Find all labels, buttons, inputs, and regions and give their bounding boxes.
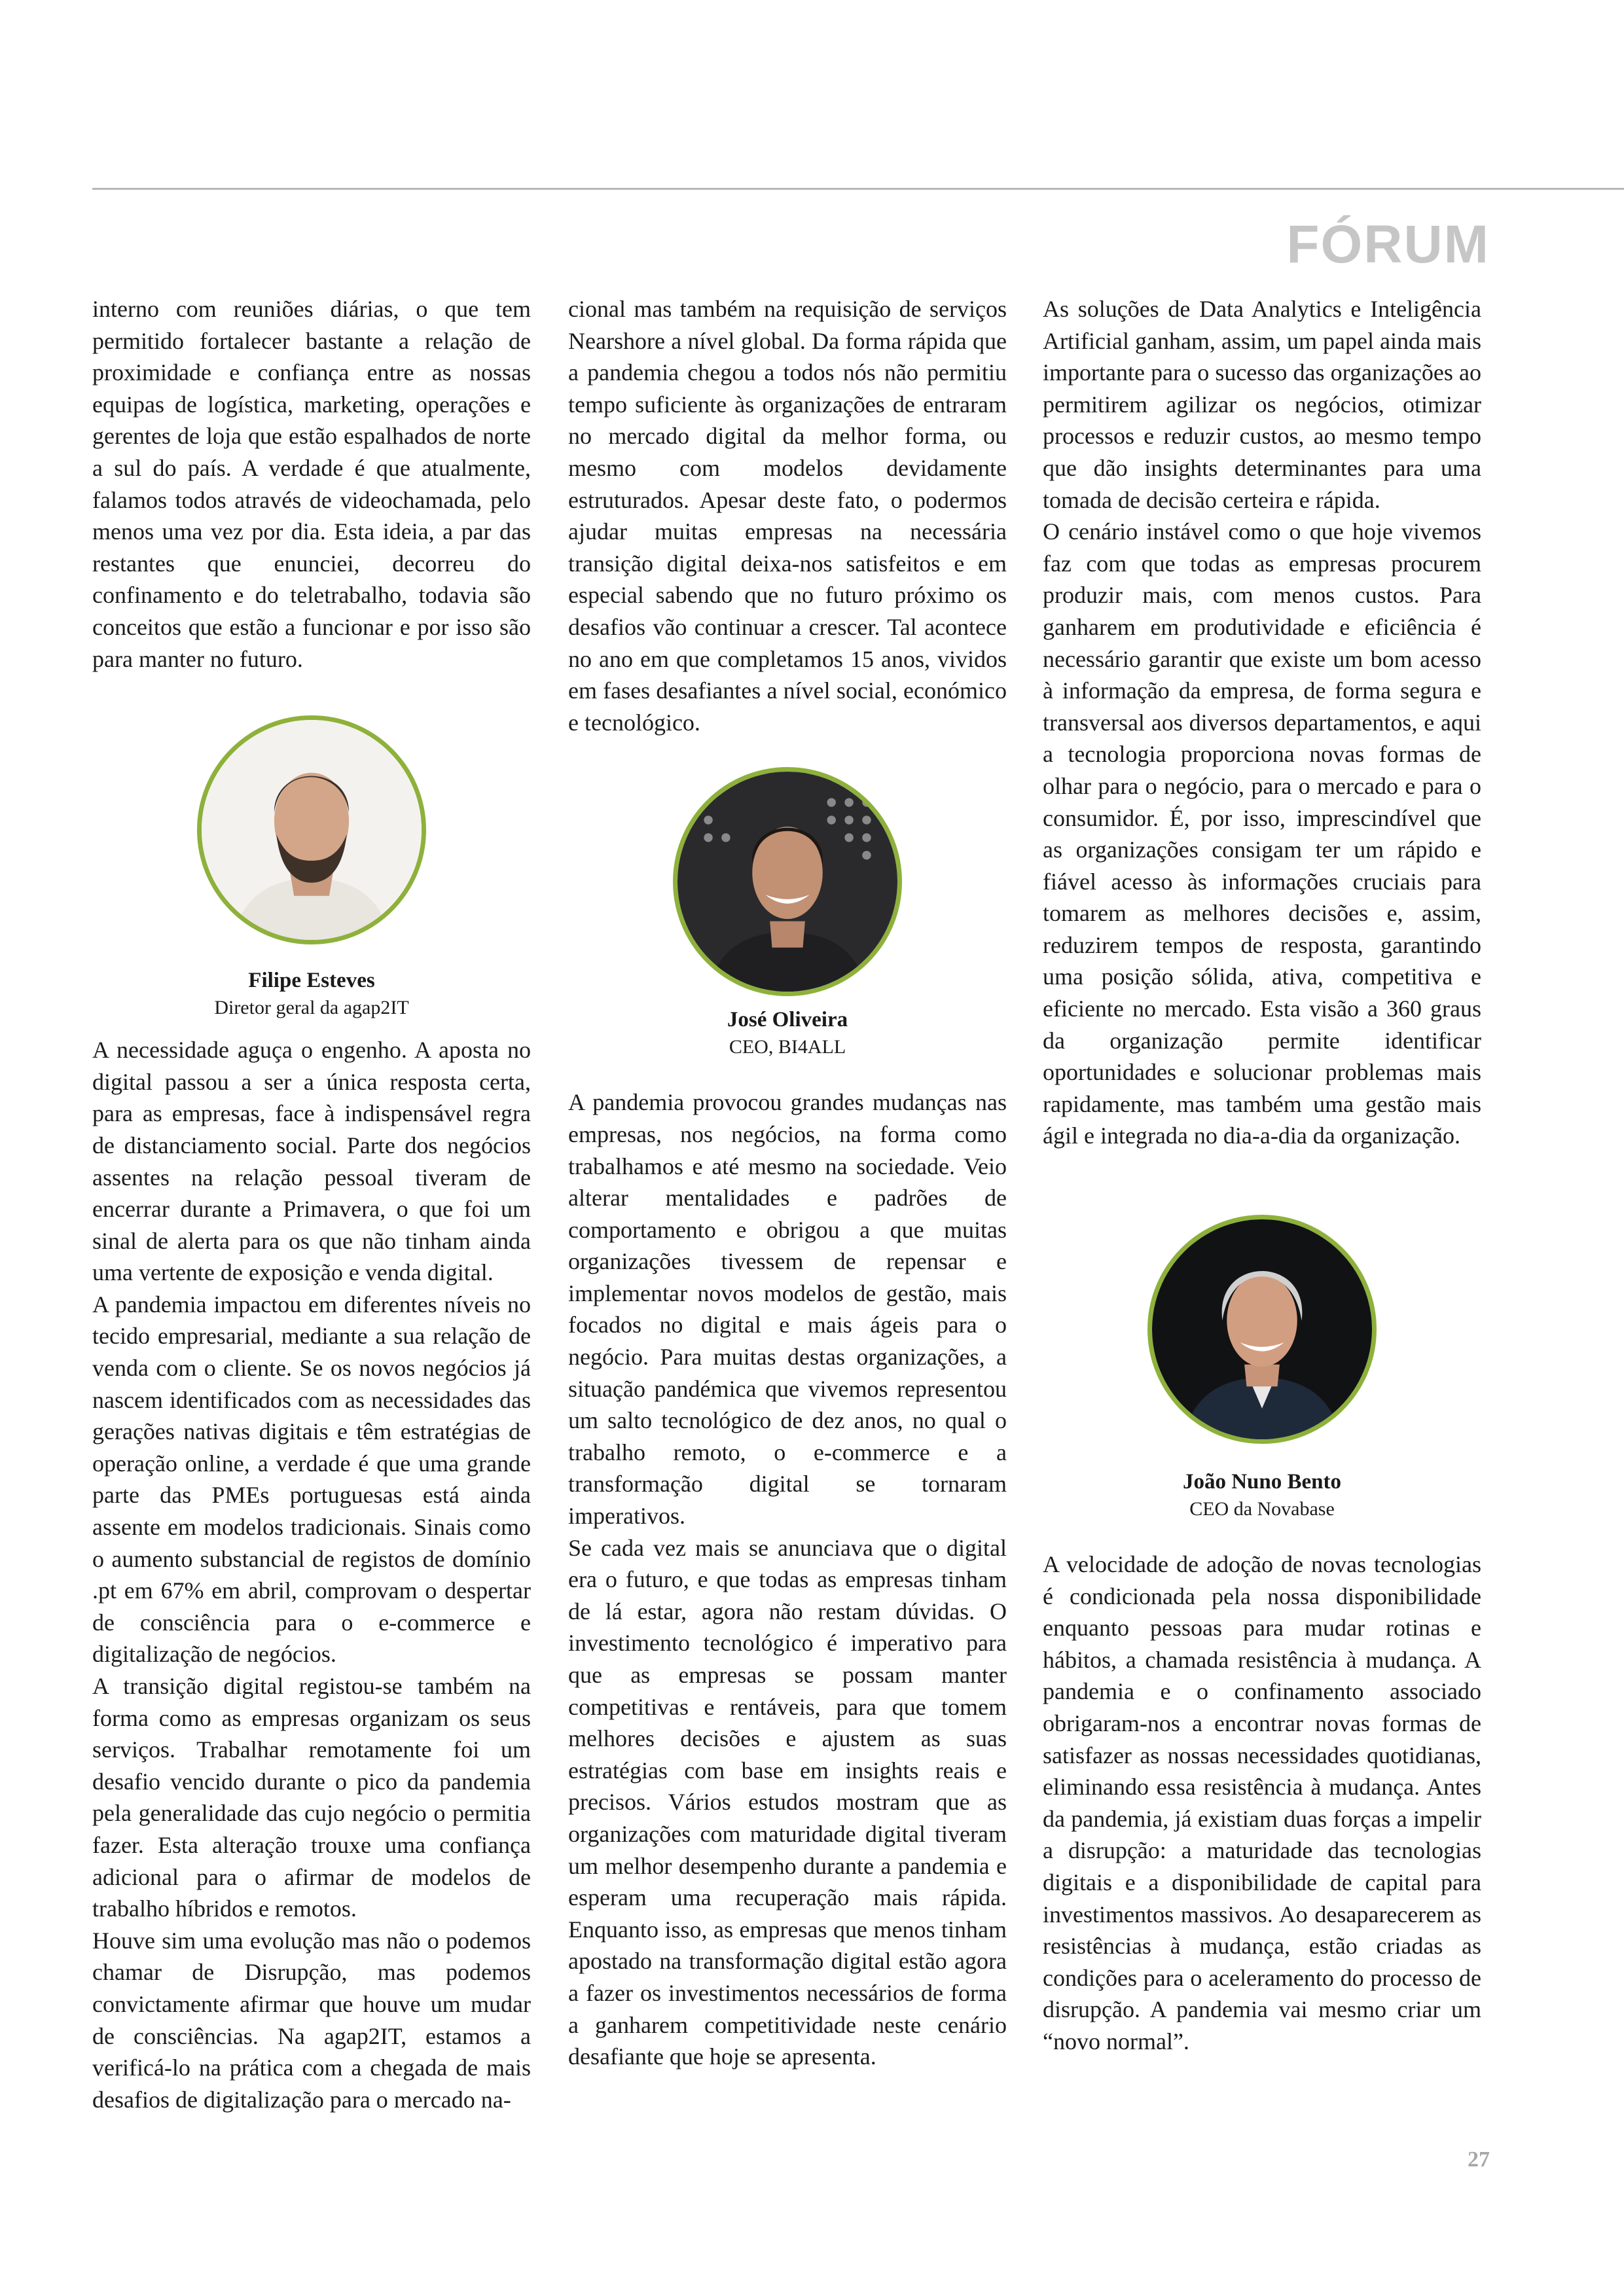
column-1-paragraph: A transição digital registou-se também na forma como as empresas organizam os seus serviços. Trabalhar remotamente foi um desafio vencido durante o pico da pandemia pela generalidade das cujo negócio o permitia fazer. Esta alteração trouxe uma confiança adicional para o afirmar de modelos de trabalho híbridos e remotos. (92, 1673, 531, 1922)
profile-role: CEO, BI4ALL (729, 1036, 846, 1058)
portrait-joao-nuno-bento (1147, 1215, 1377, 1444)
column-1-paragraph: A pandemia impactou em diferentes níveis no tecido empresarial, mediante a sua relação de venda com o cliente. Se os novos negócios já nascem identificados com as necessidades das gerações nativas digitais e têm estratégias de operação online, a verdade é que uma grande parte das PMEs portuguesas está ainda assente em modelos tradicionais. Sinais como o aumento substancial de registos de domínio .pt em 67% em abril, comprovam o despertar de consciência para o e-commerce e digitalização de negócios. (92, 1291, 531, 1668)
portrait-jose-oliveira (673, 767, 902, 996)
column-3 (1043, 293, 1481, 2058)
column-2-paragraph: Se cada vez mais se anunciava que o digital era o futuro, e que todas as empresas tinham de lá estar, agora não restam dúvidas. O investimento tecnológico é imperativo para que as empresas se possam manter competitivas e rentáveis, para que tomem melhores decisões e ajustem as suas estratégias com base em insights reais e precisos. Vários estudos mostram que as organizações com maturidade digital tiveram um melhor desempenho durante a pandemia e esperam uma recuperação mais rápida. Enquanto isso, as empresas que menos tinham apostado na transformação digital estão agora a fazer os investimentos necessários de forma a ganharem competitividade neste cenário desafiante que hoje se apresenta. (568, 1534, 1007, 2070)
profile-joao-nuno-bento (1043, 1215, 1481, 1522)
profile-jose-oliveira (568, 767, 1007, 1060)
portrait-filipe-esteves (197, 715, 426, 944)
page-number: 27 (1468, 2147, 1490, 2172)
column-3-paragraph: O cenário instável como o que hoje vivemos faz com que todas as empresas procurem produzir mais, com menos custos. Para ganharem em produtividade e eficiência é necessário garantir que existe um bom acesso à informação da empresa, de forma segura e transversal aos diversos departamentos, e aqui a tecnologia proporciona novas formas de olhar para o negócio, para o mercado e para o consumidor. É, por isso, imprescindível que as organizações consigam ter um rápido e fiável acesso às informações cruciais para tomarem as melhores decisões e, assim, reduzirem tempos de resposta, garantindo uma posição sólida, ativa, competitiva e eficiente no mercado. Esta visão a 360 graus da organização permite identificar oportunidades e solucionar problemas mais rapidamente, mas também uma gestão mais ágil e integrada no dia-a-dia da organização. (1043, 518, 1481, 1149)
profile-role: Diretor geral da agap2IT (214, 997, 409, 1019)
column-1 (92, 293, 531, 2115)
profile-name: José Oliveira (727, 1008, 848, 1032)
top-rule (92, 188, 1624, 190)
column-1-paragraph: Houve sim uma evolução mas não o podemos chamar de Disrupção, mas podemos convictamente afirmar que houve um mudar de consciências. Na agap2IT, estamos a verificá-lo na prática com a chegada de mais desafios de digitalização para o mercado na- (92, 1927, 531, 2113)
column-1-paragraph: A necessidade aguça o engenho. A aposta no digital passou a ser a única resposta certa, para as empresas, face à indispensável regra de distanciamento social. Parte dos negócios assentes na relação pessoal tiveram de encerrar durante a Primavera, o que foi um sinal de alerta para os que não tinham ainda uma vertente de exposição e venda digital. (92, 1037, 531, 1286)
profile-name: Filipe Esteves (248, 969, 375, 993)
column-2 (568, 293, 1007, 2073)
profile-role: CEO da Novabase (1189, 1498, 1335, 1520)
section-label: FÓRUM (1286, 215, 1490, 274)
column-2-intro: cional mas também na requisição de serviços Nearshore a nível global. Da forma rápida que a pandemia chegou a todos nós não permitiu tempo suficiente às organizações de entraram no mercado digital da melhor forma, ou mesmo com modelos devidamente estruturados. Apesar deste fato, o podermos ajudar muitas empresas na necessária transição digital deixa-nos satisfeitos e em especial sabendo que no futuro próximo os desafios vão continuar a crescer. Tal acontece no ano em que completamos 15 anos, vividos em fases desafiantes a nível social, económico e tecnológico. (568, 296, 1007, 736)
column-1-intro: interno com reuniões diárias, o que tem permitido fortalecer bastante a relação de proximidade e confiança entre as nossas equipas de logística, marketing, operações e gerentes de loja que estão espalhados de norte a sul do país. A verdade é que atualmente, falamos todos através de videochamada, pelo menos uma vez por dia. Esta ideia, a par das restantes que enunciei, decorreu do confinamento e do teletrabalho, todavia são conceitos que estão a funcionar e por isso são para manter no futuro. (92, 296, 531, 672)
column-2-paragraph: A pandemia provocou grandes mudanças nas empresas, nos negócios, na forma como trabalhamos e até mesmo na sociedade. Veio alterar mentalidades e padrões de comportamento e obrigou a que muitas organizações tivessem de repensar e implementar novos modelos de gestão, mais focados no digital e mais ágeis para o negócio. Para muitas destas organizações, a situação pandémica que vivemos representou um salto tecnológico de dez anos, no qual o trabalho remoto, o e-commerce e a transformação digital se tornaram imperativos. (568, 1089, 1007, 1530)
profile-name: João Nuno Bento (1182, 1470, 1342, 1494)
profile-filipe-esteves (92, 715, 531, 1021)
column-3-paragraph: As soluções de Data Analytics e Inteligência Artificial ganham, assim, um papel ainda mais importante para o sucesso das organizações ao permitirem agilizar os negócios, otimizar processos e reduzir custos, ao mesmo tempo que dão insights determinantes para uma tomada de decisão certeira e rápida. (1043, 296, 1481, 513)
column-3-closing: A velocidade de adoção de novas tecnologias é condicionada pela nossa disponibilidade enquanto pessoas para mudar rotinas e hábitos, a chamada resistência à mudança. A pandemia e o confinamento associado obrigaram-nos a encontrar novas formas de satisfazer as nossas necessidades quotidianas, eliminando essa resistência à mudança. Antes da pandemia, já existiam duas forças a impelir a disrupção: a maturidade das tecnologias digitais e a disponibilidade de capital para investimentos massivos. Ao desaparecerem as resistências à mudança, estão criadas as condições para o aceleramento do processo de disrupção. A pandemia vai mesmo criar um “novo normal”. (1043, 1551, 1481, 2054)
